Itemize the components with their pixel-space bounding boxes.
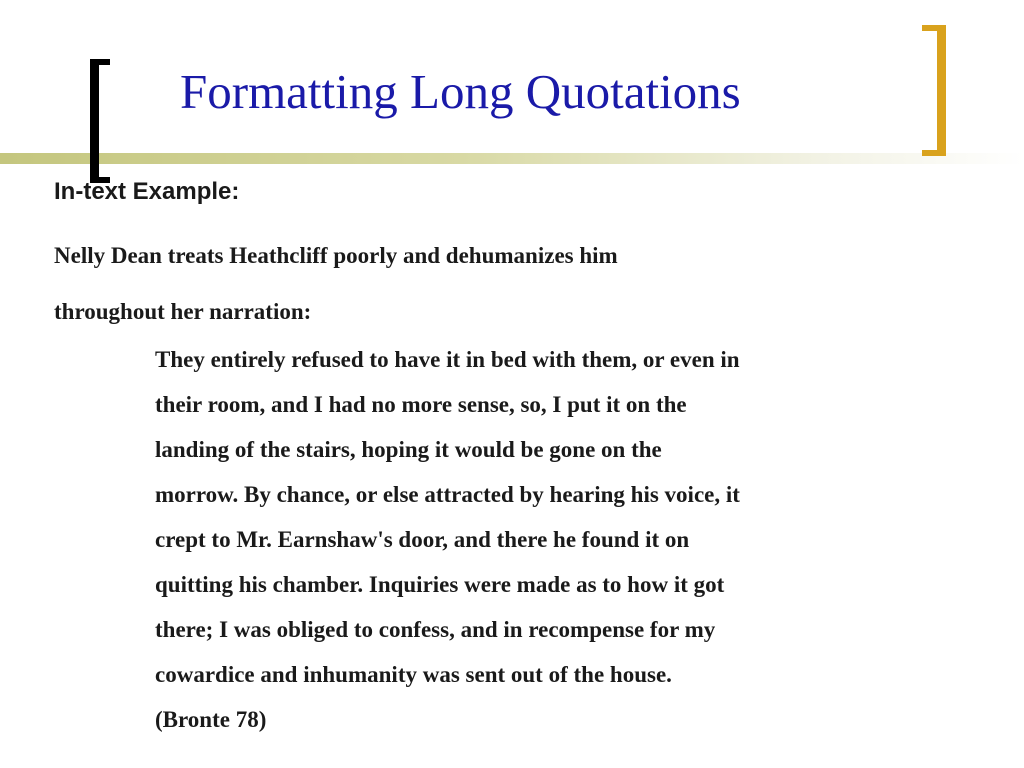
quote-line: there; I was obliged to confess, and in recompense for my [155,617,716,642]
left-bracket-decoration [90,59,110,183]
quote-citation: (Bronte 78) [155,707,267,732]
quote-line: morrow. By chance, or else attracted by hearing his voice, it [155,482,740,507]
quote-line: cowardice and inhumanity was sent out of the house. [155,662,672,687]
intro-line: throughout her narration: [54,299,312,324]
slide-title: Formatting Long Quotations [180,64,741,119]
subheading: In-text Example: [54,178,240,205]
right-bracket-decoration [922,25,946,156]
block-quote [155,337,975,742]
quote-line: They entirely refused to have it in bed with them, or even in [155,347,740,372]
intro-paragraph [54,228,874,340]
quote-line: landing of the stairs, hoping it would be gone on the [155,437,662,462]
accent-bar [0,153,1024,164]
quote-line: quitting his chamber. Inquiries were made as to how it got [155,572,725,597]
quote-line: crept to Mr. Earnshaw's door, and there he found it on [155,527,690,552]
quote-line: their room, and I had no more sense, so, I put it on the [155,392,687,417]
intro-line: Nelly Dean treats Heathcliff poorly and dehumanizes him [54,243,618,268]
